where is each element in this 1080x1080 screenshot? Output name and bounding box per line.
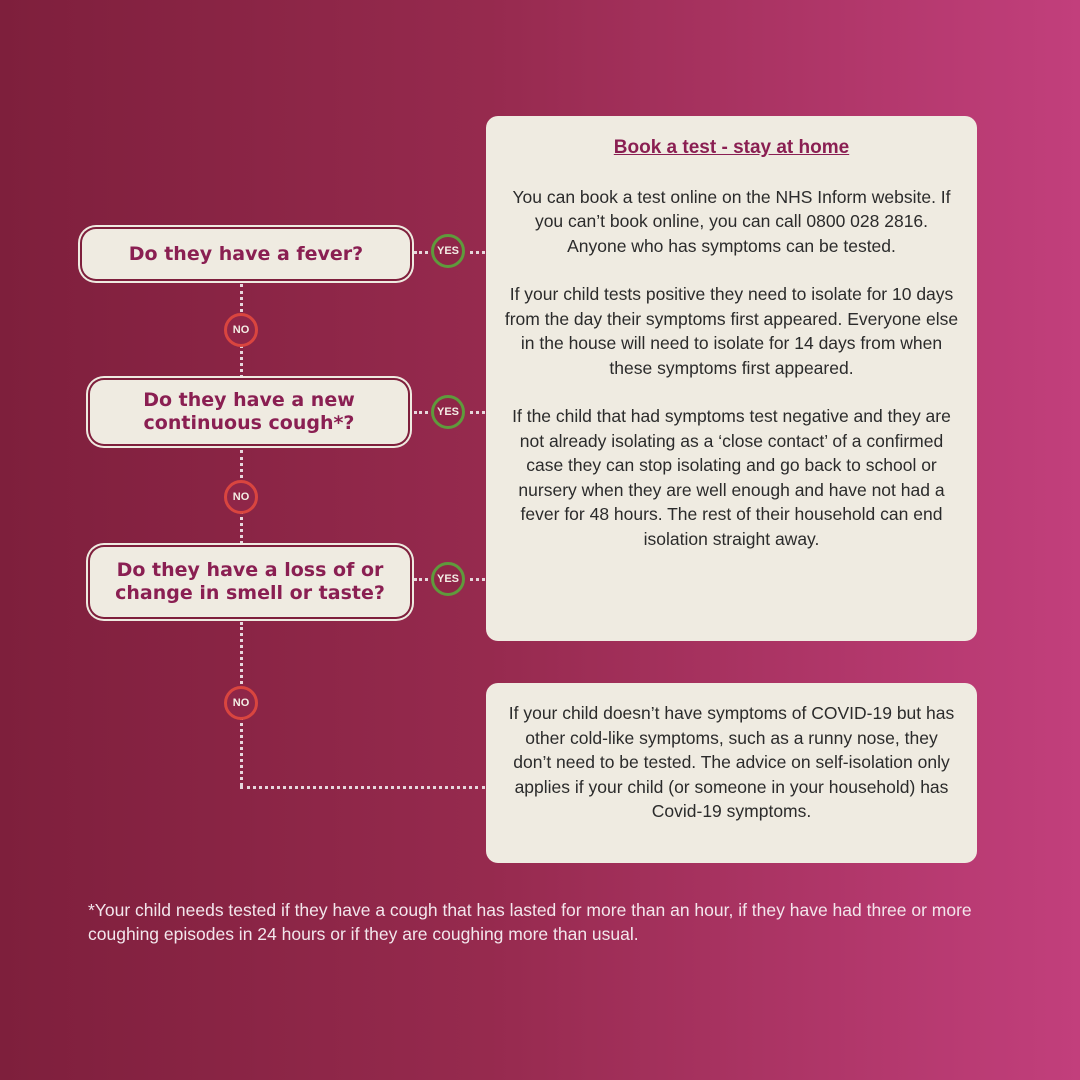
no-test-text: If your child doesn’t have symptoms of COVID-19 but has other cold-like symptoms, such as a runny nose, they don’t need to be tested. The advice on self-isolation only applies if your child (or someone in your household) has Covid-19 symptoms. — [508, 703, 955, 821]
no-badge-2 — [224, 480, 258, 514]
book-test-box — [486, 116, 977, 641]
connector-yes-2-right — [470, 411, 485, 414]
connector-yes-3-left — [414, 578, 428, 581]
yes-label: YES — [436, 245, 459, 257]
yes-badge-1 — [431, 234, 465, 268]
question-cough — [90, 380, 408, 444]
connector-yes-2-left — [414, 411, 428, 414]
question-smell-taste-text: Do they have a loss of or change in smell or taste? — [115, 559, 385, 604]
yes-badge-3 — [431, 562, 465, 596]
yes-label: YES — [436, 573, 459, 585]
connector-yes-1-left — [414, 251, 428, 254]
book-test-paragraph-1: You can book a test online on the NHS Inform website. If you can’t book online, you can call 0800 028 2816. Anyone who has symptoms can be tested. — [512, 186, 951, 256]
no-test-box — [486, 683, 977, 863]
footnote: *Your child needs tested if they have a cough that has lasted for more than an hour, if they have had three or more coughing episodes in 24 hours or if they are coughing more than usual. — [88, 900, 972, 944]
question-fever-text: Do they have a fever? — [128, 242, 364, 265]
question-smell-taste — [90, 547, 410, 617]
question-fever — [82, 229, 410, 279]
book-test-paragraph-2: If your child tests positive they need to isolate for 10 days from the day their symptoms first appeared. Everyone else in the house will need to isolate for 14 days from when these symptoms first appeared. — [504, 284, 959, 378]
no-badge-3 — [224, 686, 258, 720]
no-badge-1 — [224, 313, 258, 347]
connector-yes-1-right — [470, 251, 485, 254]
yes-badge-2 — [431, 395, 465, 429]
book-test-paragraph-3: If the child that had symptoms test negative and they are not already isolating as a ‘close contact’ of a confirmed case they can stop isolating and go back to school or nursery when they are well enough and have not had a fever for 48 hours. The rest of their household can end isolation straight away. — [512, 406, 951, 549]
no-label: NO — [232, 697, 250, 709]
book-test-title: Book a test - stay at home — [613, 137, 850, 158]
no-label: NO — [232, 324, 250, 336]
connector-to-negative-box — [240, 786, 485, 789]
no-label: NO — [232, 491, 250, 503]
connector-yes-3-right — [470, 578, 485, 581]
question-cough-text: Do they have a new continuous cough*? — [143, 389, 355, 434]
yes-label: YES — [436, 406, 459, 418]
